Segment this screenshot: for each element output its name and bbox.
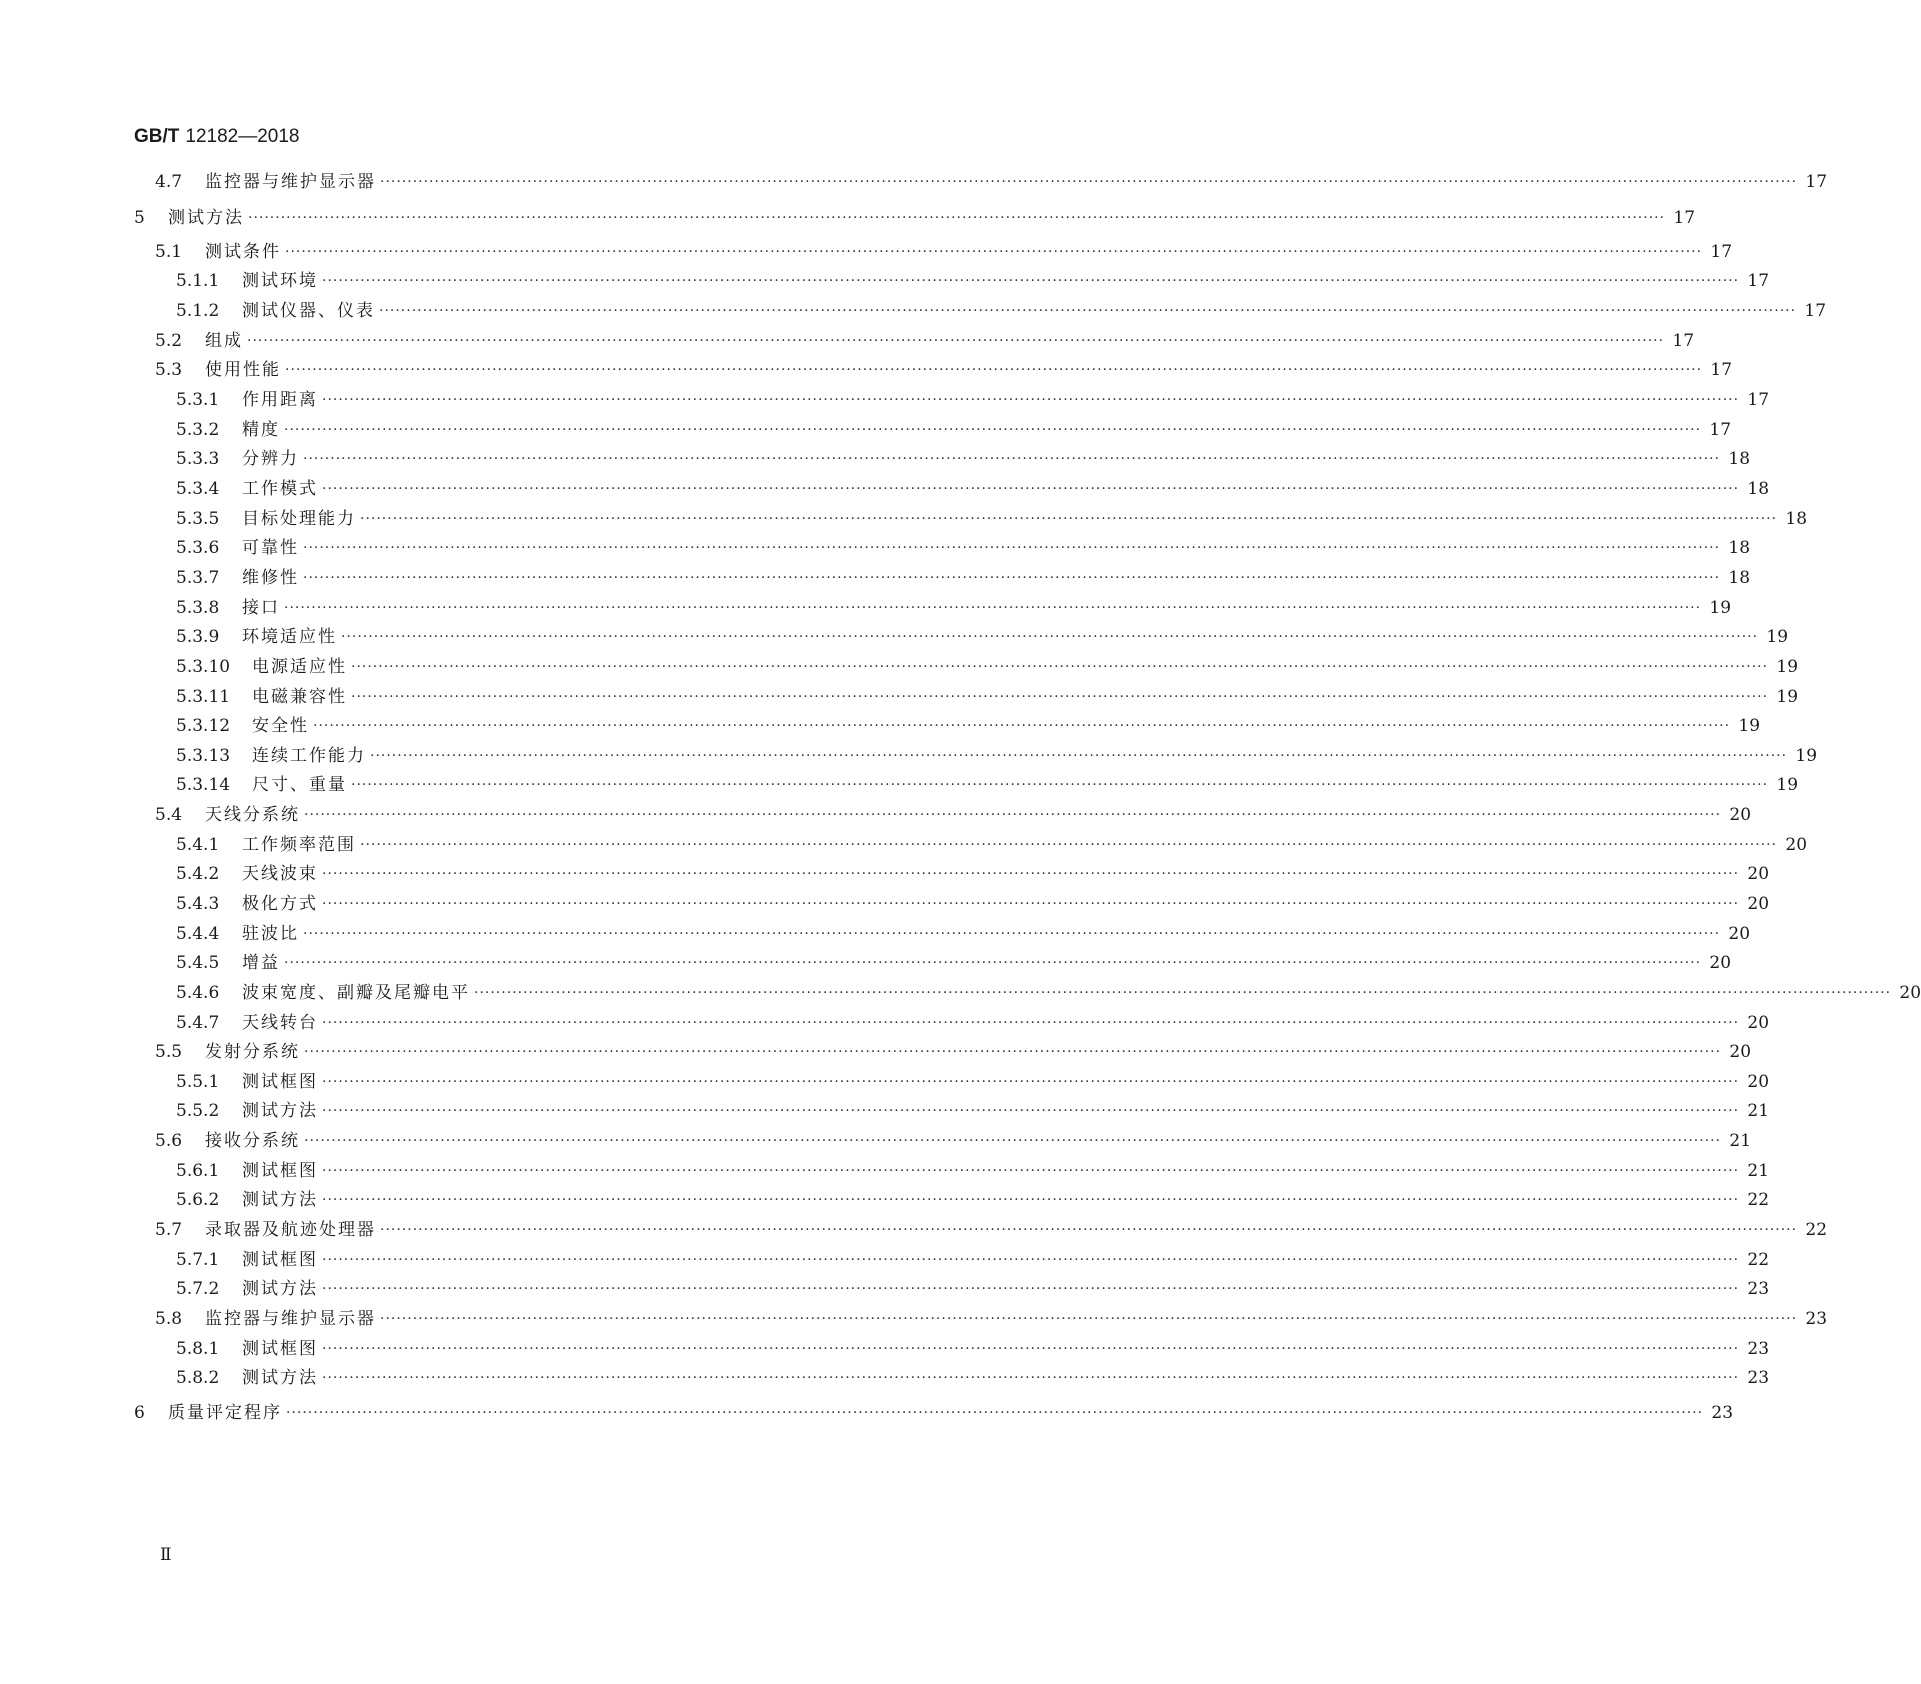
- toc-entry-number: 5.3.1: [176, 390, 220, 410]
- toc-entry-page: 19: [1709, 598, 1732, 618]
- toc-entry-number: 5.4: [155, 805, 183, 825]
- toc-dot-leader: ····································································································································································································································································: [474, 985, 1892, 1001]
- toc-dot-leader: ····································································································································································································································································: [322, 1341, 1740, 1357]
- toc-entry-number: 5.3.12: [176, 716, 231, 736]
- toc-entry-title: 环境适应性: [242, 627, 337, 647]
- toc-entry-page: 17: [1805, 172, 1828, 192]
- toc-dot-leader: ····································································································································································································································································: [360, 837, 1778, 853]
- toc-entry[interactable]: [176, 1007, 1770, 1033]
- toc-dot-leader: ····································································································································································································································································: [303, 926, 1721, 942]
- toc-entry[interactable]: [176, 651, 1799, 677]
- toc-entry[interactable]: [134, 202, 1696, 228]
- toc-entry-page: 23: [1805, 1309, 1828, 1329]
- toc-entry-title: 作用距离: [242, 390, 318, 410]
- toc-entry-page: 22: [1805, 1220, 1828, 1240]
- toc-entry-number: 4.7: [155, 172, 183, 192]
- toc-entry-title: 发射分系统: [205, 1042, 300, 1062]
- toc-dot-leader: ····································································································································································································································································: [322, 866, 1740, 882]
- toc-entry[interactable]: [176, 769, 1799, 795]
- toc-entry[interactable]: [176, 621, 1789, 647]
- toc-entry[interactable]: [176, 1095, 1770, 1121]
- toc-entry-number: 5.3.13: [176, 746, 231, 766]
- toc-entry-page: 20: [1747, 1072, 1770, 1092]
- toc-dot-leader: ····································································································································································································································································: [248, 210, 1666, 226]
- toc-entry-title: 可靠性: [242, 538, 299, 558]
- toc-entry-number: 5.4.5: [176, 953, 220, 973]
- toc-entry-page: 18: [1785, 509, 1808, 529]
- toc-dot-leader: ····································································································································································································································································: [379, 303, 1797, 319]
- toc-entry-title: 测试框图: [242, 1072, 318, 1092]
- toc-entry-page: 17: [1673, 208, 1696, 228]
- toc-entry-number: 5.4.6: [176, 983, 220, 1003]
- toc-entry[interactable]: [176, 1244, 1770, 1270]
- toc-entry-title: 测试框图: [242, 1250, 318, 1270]
- toc-entry-number: 5.3.10: [176, 657, 231, 677]
- toc-entry-number: 5.3.7: [176, 568, 220, 588]
- toc-entry-title: 测试仪器、仪表: [242, 301, 375, 321]
- toc-entry[interactable]: [176, 443, 1751, 469]
- toc-entry-number: 5.8.2: [176, 1368, 220, 1388]
- toc-entry-page: 20: [1729, 1042, 1752, 1062]
- toc-entry-title: 天线分系统: [205, 805, 300, 825]
- toc-entry-page: 20: [1709, 953, 1732, 973]
- toc-entry-page: 22: [1747, 1190, 1770, 1210]
- toc-entry-number: 5.7: [155, 1220, 183, 1240]
- toc-entry-page: 23: [1747, 1279, 1770, 1299]
- toc-dot-leader: ····································································································································································································································································: [322, 273, 1740, 289]
- toc-dot-leader: ····································································································································································································································································: [303, 451, 1721, 467]
- toc-entry[interactable]: [176, 562, 1751, 588]
- toc-dot-leader: ····································································································································································································································································: [322, 1370, 1740, 1386]
- toc-entry[interactable]: [176, 681, 1799, 707]
- toc-entry[interactable]: [176, 1066, 1770, 1092]
- toc-entry-title: 安全性: [252, 716, 309, 736]
- toc-dot-leader: ····································································································································································································································································: [322, 1074, 1740, 1090]
- toc-entry[interactable]: [176, 592, 1732, 618]
- toc-entry-number: 5.8.1: [176, 1339, 220, 1359]
- toc-entry-page: 19: [1776, 687, 1799, 707]
- toc-dot-leader: ····································································································································································································································································: [322, 392, 1740, 408]
- toc-entry-number: 5.6.2: [176, 1190, 220, 1210]
- toc-entry-title: 质量评定程序: [168, 1403, 282, 1423]
- toc-entry-number: 5.3.11: [176, 687, 231, 707]
- toc-entry-page: 17: [1710, 360, 1733, 380]
- toc-entry-page: 19: [1795, 746, 1818, 766]
- toc-entry-page: 18: [1728, 449, 1751, 469]
- toc-entry-title: 测试方法: [242, 1279, 318, 1299]
- toc-entry-title: 测试条件: [205, 242, 281, 262]
- toc-entry[interactable]: [176, 473, 1770, 499]
- toc-entry-title: 电源适应性: [252, 657, 347, 677]
- toc-entry-number: 5.3.9: [176, 627, 220, 647]
- toc-entry-number: 5.4.7: [176, 1013, 220, 1033]
- toc-entry-page: 23: [1747, 1339, 1770, 1359]
- toc-dot-leader: ····································································································································································································································································: [380, 1222, 1798, 1238]
- toc-entry-number: 5.1: [155, 242, 183, 262]
- toc-entry-title: 目标处理能力: [242, 509, 356, 529]
- toc-entry[interactable]: [155, 1214, 1828, 1240]
- toc-entry[interactable]: [176, 265, 1770, 291]
- toc-dot-leader: ····································································································································································································································································: [322, 896, 1740, 912]
- toc-entry-number: 5.3.14: [176, 775, 231, 795]
- toc-entry-page: 23: [1711, 1403, 1734, 1423]
- toc-entry-page: 20: [1729, 805, 1752, 825]
- toc-entry-title: 测试方法: [242, 1101, 318, 1121]
- toc-entry[interactable]: [176, 1362, 1770, 1388]
- toc-entry-number: 5.1.1: [176, 271, 220, 291]
- toc-entry-page: 20: [1785, 835, 1808, 855]
- toc-entry-page: 19: [1776, 657, 1799, 677]
- toc-entry[interactable]: [176, 977, 1921, 1003]
- toc-entry-title: 监控器与维护显示器: [205, 1309, 376, 1329]
- toc-dot-leader: ····································································································································································································································································: [351, 777, 1769, 793]
- toc-entry-number: 5.3.4: [176, 479, 220, 499]
- toc-entry[interactable]: [155, 236, 1733, 262]
- toc-dot-leader: ····································································································································································································································································: [285, 244, 1703, 260]
- toc-dot-leader: ····································································································································································································································································: [370, 748, 1788, 764]
- toc-dot-leader: ····································································································································································································································································: [285, 362, 1703, 378]
- toc-entry-number: 5.3.8: [176, 598, 220, 618]
- toc-entry-title: 接口: [242, 598, 280, 618]
- toc-entry-title: 工作频率范围: [242, 835, 356, 855]
- toc-entry[interactable]: [176, 384, 1770, 410]
- toc-entry-page: 17: [1709, 420, 1732, 440]
- toc-entry[interactable]: [176, 1184, 1770, 1210]
- toc-entry-title: 工作模式: [242, 479, 318, 499]
- toc-entry-number: 6: [134, 1403, 145, 1423]
- toc-entry-page: 20: [1747, 894, 1770, 914]
- toc-entry-page: 19: [1766, 627, 1789, 647]
- standard-code: GB/T: [134, 126, 180, 147]
- toc-entry-page: 21: [1747, 1101, 1770, 1121]
- toc-entry-title: 测试方法: [242, 1368, 318, 1388]
- toc-entry-number: 5.7.2: [176, 1279, 220, 1299]
- toc-dot-leader: ····································································································································································································································································: [380, 174, 1798, 190]
- toc-entry-number: 5.2: [155, 331, 183, 351]
- toc-entry-number: 5.7.1: [176, 1250, 220, 1270]
- toc-entry-title: 电磁兼容性: [252, 687, 347, 707]
- toc-entry-number: 5.3.5: [176, 509, 220, 529]
- toc-entry-page: 20: [1747, 1013, 1770, 1033]
- toc-entry[interactable]: [176, 740, 1818, 766]
- toc-dot-leader: ····································································································································································································································································: [322, 1163, 1740, 1179]
- toc-dot-leader: ····································································································································································································································································: [360, 511, 1778, 527]
- toc-entry-title: 接收分系统: [205, 1131, 300, 1151]
- standard-number: 12182—2018: [185, 126, 300, 147]
- page-number-footer: Ⅱ: [160, 1545, 172, 1565]
- toc-entry-title: 监控器与维护显示器: [205, 172, 376, 192]
- toc-entry[interactable]: [155, 1303, 1828, 1329]
- toc-dot-leader: ····································································································································································································································································: [380, 1311, 1798, 1327]
- toc-entry-title: 连续工作能力: [252, 746, 366, 766]
- toc-entry-number: 5.4.4: [176, 924, 220, 944]
- toc-entry-title: 测试环境: [242, 271, 318, 291]
- toc-entry-page: 23: [1747, 1368, 1770, 1388]
- toc-entry-number: 5.4.1: [176, 835, 220, 855]
- toc-entry[interactable]: [176, 888, 1770, 914]
- toc-dot-leader: ····································································································································································································································································: [286, 1405, 1704, 1421]
- toc-dot-leader: ····································································································································································································································································: [322, 1252, 1740, 1268]
- toc-entry-number: 5.3.3: [176, 449, 220, 469]
- toc-entry-title: 波束宽度、副瓣及尾瓣电平: [242, 983, 470, 1003]
- toc-dot-leader: ····································································································································································································································································: [322, 481, 1740, 497]
- toc-entry[interactable]: [155, 1036, 1752, 1062]
- toc-entry-number: 5.5: [155, 1042, 183, 1062]
- toc-entry-title: 天线波束: [242, 864, 318, 884]
- toc-entry-title: 尺寸、重量: [252, 775, 347, 795]
- toc-entry[interactable]: [176, 295, 1827, 321]
- toc-entry-title: 录取器及航迹处理器: [205, 1220, 376, 1240]
- toc-entry[interactable]: [176, 918, 1751, 944]
- toc-entry-title: 使用性能: [205, 360, 281, 380]
- toc-entry-title: 组成: [205, 331, 243, 351]
- toc-entry-title: 精度: [242, 420, 280, 440]
- toc-dot-leader: ····································································································································································································································································: [313, 718, 1731, 734]
- toc-entry[interactable]: [176, 858, 1770, 884]
- toc-entry[interactable]: [155, 1125, 1752, 1151]
- toc-entry[interactable]: [176, 710, 1761, 736]
- toc-dot-leader: ····································································································································································································································································: [341, 629, 1759, 645]
- toc-entry[interactable]: [155, 325, 1695, 351]
- toc-entry[interactable]: [176, 503, 1808, 529]
- toc-entry-number: 5.6.1: [176, 1161, 220, 1181]
- toc-dot-leader: ····································································································································································································································································: [303, 540, 1721, 556]
- toc-entry-number: 5.6: [155, 1131, 183, 1151]
- toc-entry-title: 维修性: [242, 568, 299, 588]
- toc-entry-page: 17: [1804, 301, 1827, 321]
- toc-entry[interactable]: [176, 947, 1732, 973]
- toc-entry-number: 5.1.2: [176, 301, 220, 321]
- toc-entry-number: 5.5.1: [176, 1072, 220, 1092]
- toc-entry-title: 测试框图: [242, 1161, 318, 1181]
- toc-entry-number: 5.3.6: [176, 538, 220, 558]
- toc-entry[interactable]: [176, 1333, 1770, 1359]
- toc-entry-page: 21: [1747, 1161, 1770, 1181]
- toc-entry-page: 17: [1710, 242, 1733, 262]
- toc-dot-leader: ····································································································································································································································································: [303, 570, 1721, 586]
- toc-entry[interactable]: [176, 829, 1808, 855]
- toc-dot-leader: ····································································································································································································································································: [304, 1044, 1722, 1060]
- toc-entry[interactable]: [134, 1397, 1734, 1423]
- toc-entry-page: 22: [1747, 1250, 1770, 1270]
- toc-entry-title: 增益: [242, 953, 280, 973]
- toc-entry-number: 5: [134, 208, 145, 228]
- toc-entry-title: 测试框图: [242, 1339, 318, 1359]
- toc-dot-leader: ····································································································································································································································································: [322, 1015, 1740, 1031]
- toc-entry-title: 测试方法: [242, 1190, 318, 1210]
- toc-entry[interactable]: [155, 799, 1752, 825]
- toc-entry-page: 19: [1776, 775, 1799, 795]
- toc-entry-page: 17: [1747, 271, 1770, 291]
- toc-entry-title: 天线转台: [242, 1013, 318, 1033]
- toc-entry[interactable]: [155, 354, 1733, 380]
- toc-entry[interactable]: [176, 1273, 1770, 1299]
- toc-dot-leader: ····································································································································································································································································: [322, 1281, 1740, 1297]
- toc-entry-page: 18: [1728, 538, 1751, 558]
- toc-entry-page: 17: [1747, 390, 1770, 410]
- toc-entry-number: 5.8: [155, 1309, 183, 1329]
- toc-entry-number: 5.3.2: [176, 420, 220, 440]
- toc-dot-leader: ····································································································································································································································································: [284, 600, 1702, 616]
- toc-entry-page: 20: [1728, 924, 1751, 944]
- toc-dot-leader: ····································································································································································································································································: [247, 333, 1665, 349]
- toc-dot-leader: ····································································································································································································································································: [304, 1133, 1722, 1149]
- toc-entry-page: 20: [1899, 983, 1921, 1003]
- toc-dot-leader: ····································································································································································································································································: [284, 422, 1702, 438]
- toc-entry-title: 极化方式: [242, 894, 318, 914]
- toc-entry-number: 5.4.2: [176, 864, 220, 884]
- toc-entry-page: 19: [1738, 716, 1761, 736]
- toc-dot-leader: ····································································································································································································································································: [284, 955, 1702, 971]
- toc-dot-leader: ····································································································································································································································································: [322, 1103, 1740, 1119]
- toc-entry-number: 5.4.3: [176, 894, 220, 914]
- toc-entry[interactable]: [176, 414, 1732, 440]
- toc-entry-number: 5.5.2: [176, 1101, 220, 1121]
- toc-entry-page: 18: [1728, 568, 1751, 588]
- toc-entry-page: 17: [1672, 331, 1695, 351]
- toc-dot-leader: ····································································································································································································································································: [351, 689, 1769, 705]
- toc-dot-leader: ····································································································································································································································································: [322, 1192, 1740, 1208]
- toc-entry-title: 分辨力: [242, 449, 299, 469]
- toc-entry[interactable]: [155, 166, 1828, 192]
- toc-entry[interactable]: [176, 532, 1751, 558]
- toc-entry-title: 驻波比: [242, 924, 299, 944]
- toc-dot-leader: ····································································································································································································································································: [351, 659, 1769, 675]
- toc-entry-page: 21: [1729, 1131, 1752, 1151]
- toc-dot-leader: ····································································································································································································································································: [304, 807, 1722, 823]
- toc-entry[interactable]: [176, 1155, 1770, 1181]
- toc-entry-number: 5.3: [155, 360, 183, 380]
- toc-entry-page: 20: [1747, 864, 1770, 884]
- toc-entry-page: 18: [1747, 479, 1770, 499]
- toc-entry-title: 测试方法: [168, 208, 244, 228]
